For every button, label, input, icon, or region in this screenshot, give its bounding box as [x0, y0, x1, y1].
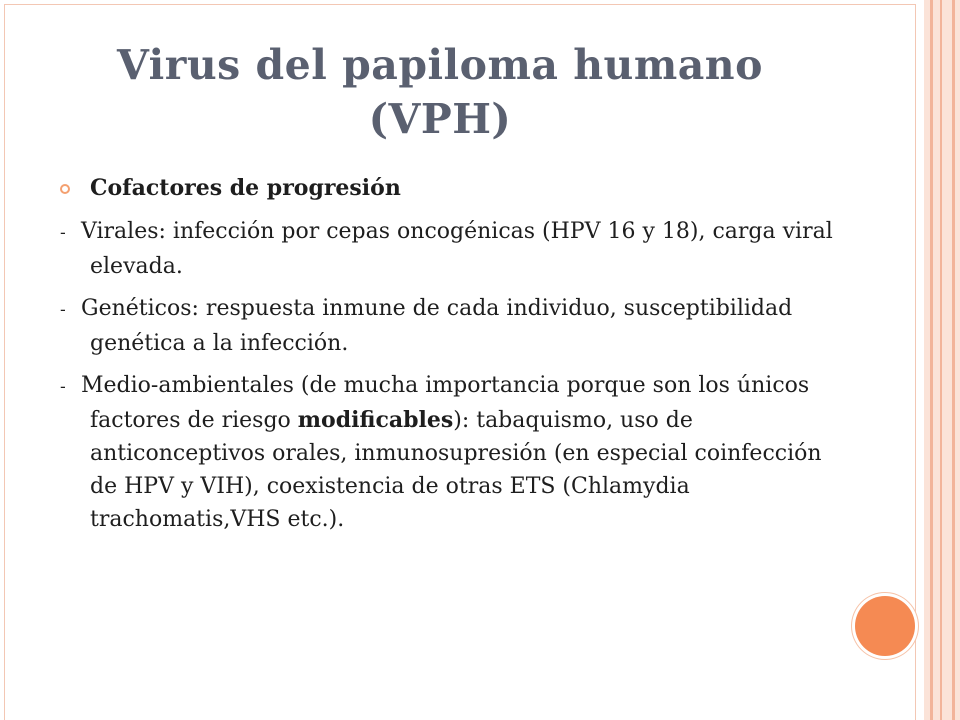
dash-marker: - [60, 300, 66, 320]
list-item-virales [60, 215, 840, 283]
slide-body [60, 172, 840, 536]
item-text: Genéticos: respuesta inmune de cada individuo, susceptibilidad genética a la infección. [81, 296, 793, 356]
title-line-2: (VPH) [368, 95, 512, 143]
item-text: Medio-ambientales (de mucha importancia porque son los únicos factores de riesgo [81, 373, 810, 433]
bullet-heading-row [60, 172, 840, 205]
item-text: ): tabaquismo, uso de anticonceptivos orales, inmunosupresión (en especial coinfección de HPV y VIH), coexistencia de otras ETS (Chlamydia trachomatis,VHS etc.). [90, 408, 822, 532]
title-line-1: Virus del papiloma humano [117, 41, 763, 89]
stripe-line [930, 0, 933, 720]
decorative-side-stripe [924, 0, 960, 720]
section-heading: Cofactores de progresión [90, 175, 401, 201]
item-text-bold: modificables [297, 407, 454, 433]
stripe-line [940, 0, 942, 720]
dash-marker: - [60, 223, 66, 243]
stripe-line [952, 0, 955, 720]
slide-title [60, 38, 820, 146]
ring-bullet-icon [60, 184, 70, 194]
decorative-orange-circle [855, 596, 915, 656]
item-text: Virales: infección por cepas oncogénicas (HPV 16 y 18), carga viral elevada. [81, 219, 833, 279]
dash-marker: - [60, 377, 66, 397]
list-item-geneticos [60, 292, 840, 360]
list-item-medio-ambientales [60, 369, 840, 536]
